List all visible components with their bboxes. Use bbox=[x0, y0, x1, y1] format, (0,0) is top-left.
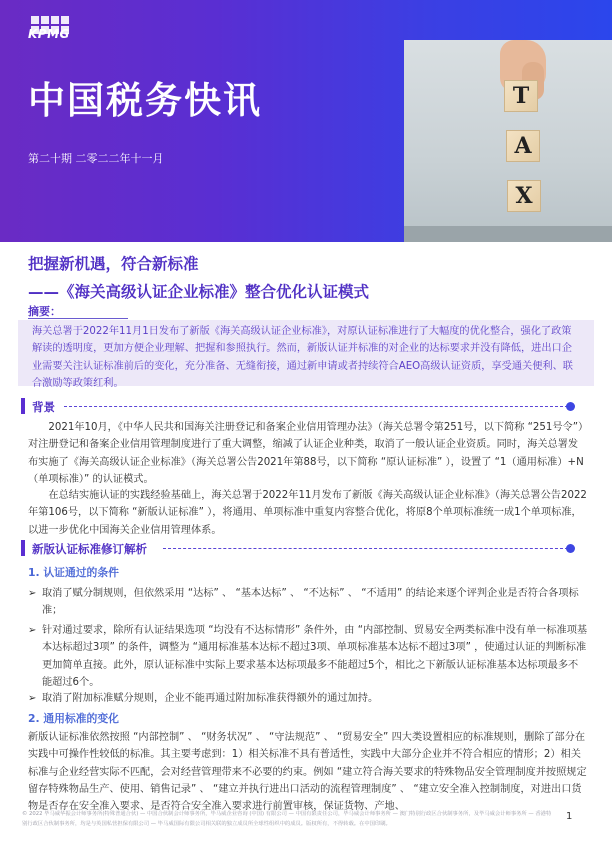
section-marker-analysis bbox=[21, 540, 25, 556]
bullet-arrow-icon: ➢ bbox=[28, 588, 37, 599]
abstract-underline bbox=[28, 318, 128, 319]
abstract-box: 海关总署于2022年11月1日发布了新版《海关高级认证企业标准》，对原认证标准进行了大幅度的优化整合，强化了政策解读的透明度，更加方便企业理解、把握和参照执行。然而，新版认证并标准的对企业的达标要求并没有降低，进出口企业需要关注认证标准前后的变化，充分准备、无缝衔接，通过新申请或者持续符合AEO高级认证资质，享受通关便利、联合激励等政策红利。 bbox=[18, 320, 594, 386]
bullet-arrow-icon: ➢ bbox=[28, 693, 37, 704]
section-divider-background bbox=[64, 406, 568, 407]
section-title-analysis: 新版认证标准修订解析 bbox=[32, 542, 147, 556]
section-dot-analysis bbox=[566, 544, 575, 553]
bullet-text: 取消了附加标准赋分规则，企业不能再通过附加标准获得额外的通过加持。 bbox=[42, 693, 379, 704]
article-title-line2: ——《海关高级认证企业标准》整合优化认证模式 bbox=[28, 283, 370, 301]
tax-blocks-photo bbox=[404, 40, 612, 242]
tax-block-x: X bbox=[507, 180, 541, 212]
article-title-line1: 把握新机遇，符合新标准 bbox=[28, 255, 199, 273]
subsection-title-1: 1. 认证通过的条件 bbox=[28, 566, 119, 579]
section-dot-background bbox=[566, 402, 575, 411]
list-item bbox=[28, 622, 588, 691]
page-number: 1 bbox=[566, 811, 573, 822]
abstract-label: 摘要： bbox=[28, 305, 61, 318]
copyright-footer: © 2022 毕马威华振会计师事务所(特殊普通合伙) — 中国合伙制会计师事务所，毕马威企业咨询 (中国) 有限公司 — 中国有限责任公司，毕马威会计师事务所 — 澳门特别行政区合伙制事务所，及毕马威会计师事务所 — 香港特别行政区合伙制事务所，均是与英国私营担保有限公司 — 毕马威国际有限公司相关联的独立成员所全球性组织中的成员。版权所有，不得转载。在中国印刷。 bbox=[22, 811, 552, 827]
general-standards-paragraph: 新版认证标准依然按照 “内部控制” 、 “财务状况” 、 “守法规范” 、 “贸易安全” 四大类设置相应的标准规则，删除了部分在实践中可操作性较低的标准。其主要考虑到：1）相关标准不具有普适性，实践中大部分企业并不符合相应的情形；2）相关标准与企业经营实际不匹配，会对经营管理带来不必要的约束。例如 “建立符合海关要求的特殊物品安全管理制度并按照规定留存特殊物品生产、使用、销售记录” 、 “建立并执行进出口活动的流程管理制度” 、 “建立安全准入控制制度，对进出口货物是否存在安全准入要求、是否符合安全准入要求进行前置审核，保证货物、产地、 bbox=[28, 732, 587, 813]
section-marker-background bbox=[21, 398, 25, 414]
issue-date: 第二十期 二零二二年十一月 bbox=[28, 152, 164, 165]
section-title-background: 背景 bbox=[32, 400, 55, 414]
bullet-arrow-icon: ➢ bbox=[28, 625, 37, 636]
bullet-text: 取消了赋分制规则，但依然采用 “达标” 、 “基本达标” 、 “不达标” 、 “不适用” 的结论来逐个评判企业是否符合各项标准； bbox=[42, 588, 579, 617]
list-item bbox=[28, 585, 588, 620]
tax-block-a: A bbox=[506, 130, 540, 162]
section-divider-analysis bbox=[163, 548, 568, 549]
header-banner bbox=[0, 0, 612, 242]
kpmg-logo-text: KPMG bbox=[28, 27, 70, 41]
background-paragraph-1: 2021年10月，《中华人民共和国海关注册登记和备案企业信用管理办法》（海关总署令第251号，以下简称 “251号令”）对注册登记和备案企业信用管理制度进行了重大调整，缩减了认证企业种类，取消了一般认证企业资质。同时，海关总署发布实施了《海关高级认证企业标准》（海关总署公告2021年第88号，以下简称 “原认证标准” ），设置了 “1（通用标准）+N（单项标准）” 的认证模式。 bbox=[28, 422, 584, 485]
tax-block-t: T bbox=[504, 80, 538, 112]
background-paragraph-2: 在总结实施认证的实践经验基础上，海关总署于2022年11月发布了新版《海关高级认证企业标准》（海关总署公告2022年第106号，以下简称 “新版认证标准” ），将通用、单项标准中重复内容整合优化，将原8个单项标准统一成1个单项标准，以进一步优化中国海关企业信用管理体系。 bbox=[28, 490, 587, 536]
subsection-title-2: 2. 通用标准的变化 bbox=[28, 712, 119, 725]
table-surface bbox=[404, 226, 612, 242]
bullet-text: 针对通过要求，除所有认证结果选项 “均没有不达标情形” 条件外，由 “内部控制、贸易安全两类标准中没有单一标准项基本达标超过3项” 的条件，调整为 “通用标准基本达标不超过3项、单项标准基本达标不超过3项” ，使通过认证的判断标准更加简单直接。此外，原认证标准中实际上要求基本达标项最多不能超过5个，相比之下新版认证标准基本达标项最多不能超过6个。 bbox=[42, 625, 588, 688]
newsletter-title: 中国税务快讯 bbox=[28, 79, 262, 122]
list-item bbox=[28, 690, 588, 707]
